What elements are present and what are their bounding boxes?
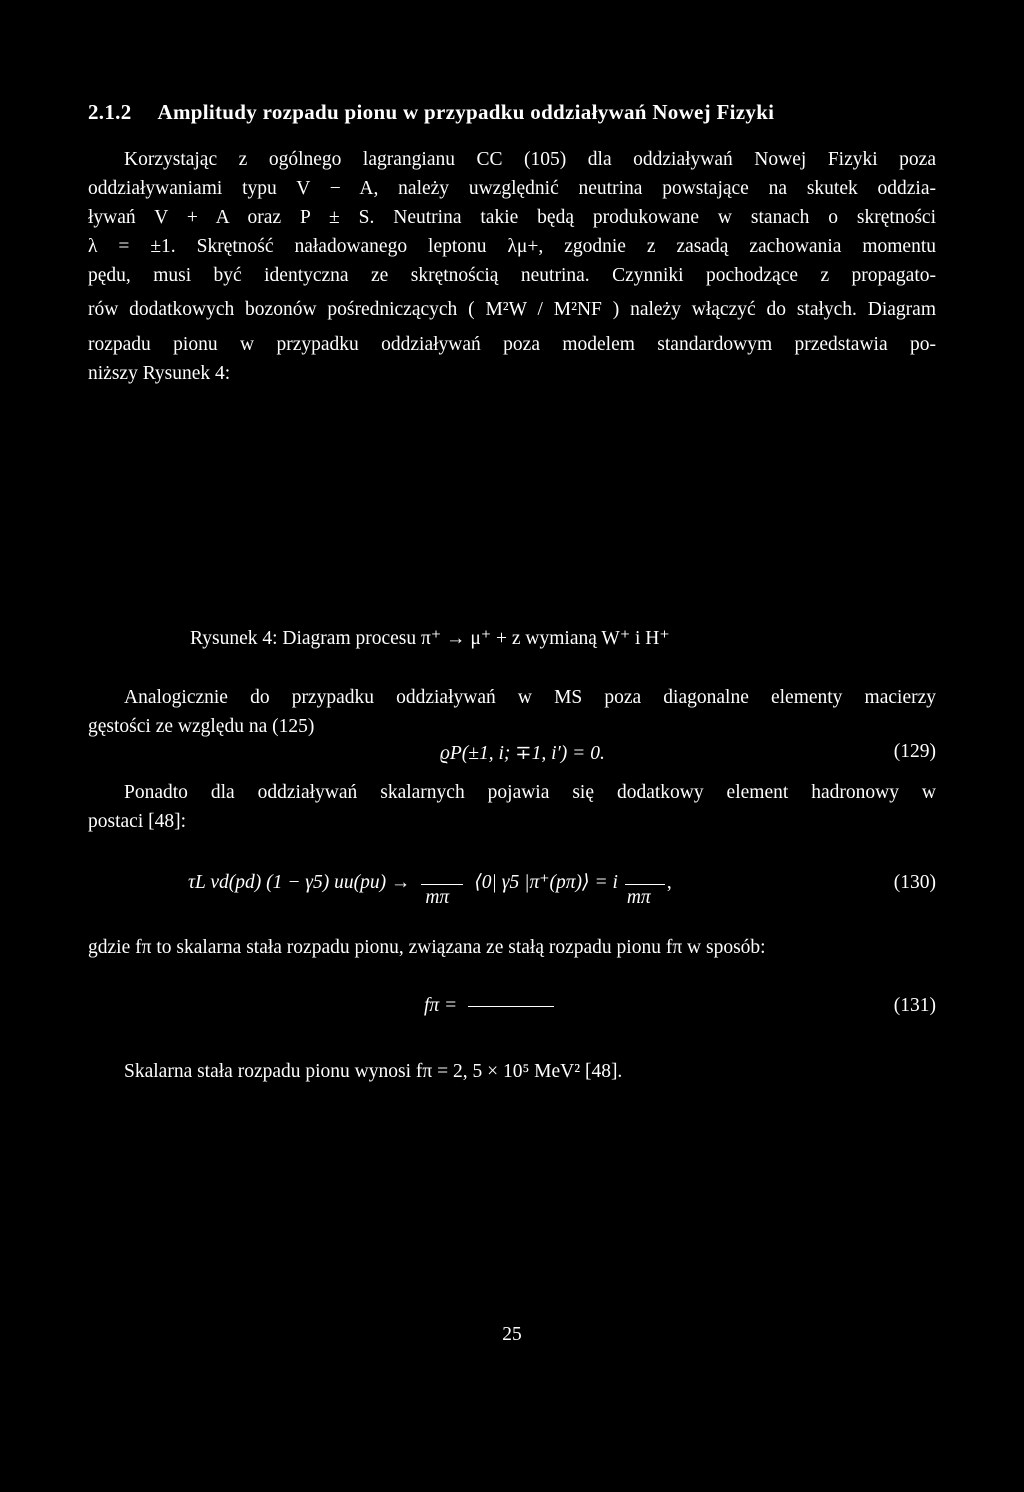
text-line: Skalarna stała rozpadu pionu wynosi fπ = 2, 5 × 10⁵ MeV² [48]. xyxy=(124,1061,623,1082)
fraction-1 xyxy=(421,873,463,908)
fraction-bar xyxy=(468,1006,554,1007)
figure-caption: Rysunek 4: Diagram procesu π⁺ → μ⁺ + z wymianą W⁺ i H⁺ xyxy=(190,628,670,649)
equation-129: ϱP(±1, i; ∓1, i′) = 0. xyxy=(440,743,605,764)
equation-131 xyxy=(424,995,554,1017)
text-line: rów dodatkowych bozonów pośredniczących ( M²W / M²NF ) należy włączyć do stałych. Diagram xyxy=(88,299,936,320)
equation-number-129: (129) xyxy=(893,741,936,762)
page-number: 25 xyxy=(502,1324,522,1345)
fraction-bar xyxy=(625,884,665,885)
text-line: niższy Rysunek 4: xyxy=(88,363,231,384)
fraction-denominator: mπ xyxy=(425,886,450,908)
equation-130-lhs: τL vd(pd) (1 − γ5) uu(pu) → xyxy=(188,872,411,893)
text-line: gęstości ze względu na (125) xyxy=(88,716,315,737)
text-line: oddziaływaniami typu V − A, należy uwzględnić neutrina powstające na skutek oddzia- xyxy=(88,178,936,199)
paragraph-density xyxy=(88,683,936,741)
text-line: Ponadto dla oddziaływań skalarnych pojawia się dodatkowy element hadronowy w xyxy=(124,782,936,803)
equation-130-braket: ⟨0| γ5 |π⁺(pπ)⟩ = i xyxy=(474,872,618,893)
paragraph-intro xyxy=(88,145,936,388)
section-heading xyxy=(88,100,968,125)
equation-131-lhs: fπ = xyxy=(424,995,458,1016)
text-line: ływań V + A oraz P ± S. Neutrina takie będą produkowane w stanach o skrętności xyxy=(88,207,936,228)
section-number: 2.1.2 xyxy=(88,100,132,124)
text-line: gdzie fπ to skalarna stała rozpadu pionu, związana ze stałą rozpadu pionu fπ w sposób: xyxy=(88,937,766,958)
paragraph-scalar xyxy=(88,778,936,836)
equation-130 xyxy=(188,870,672,908)
equation-130-comma: , xyxy=(666,872,672,893)
paragraph-definition xyxy=(88,933,936,962)
paragraph-value xyxy=(88,1057,936,1086)
equation-number-130: (130) xyxy=(893,872,936,893)
figure-area xyxy=(88,395,936,610)
fraction-bar xyxy=(421,884,463,885)
fraction-denominator: mπ xyxy=(626,886,651,908)
text-line: λ = ±1. Skrętność naładowanego leptonu λμ+, zgodnie z zasadą zachowania momentu xyxy=(88,236,936,257)
text-line: postaci [48]: xyxy=(88,811,187,832)
text-line: rozpadu pionu w przypadku oddziaływań poza modelem standardowym przedstawia po- xyxy=(88,334,936,355)
equation-number-131: (131) xyxy=(893,995,936,1016)
text-line: pędu, musi być identyczna ze skrętnością neutrina. Czynniki pochodzące z propagato- xyxy=(88,265,936,286)
fraction-2 xyxy=(625,873,665,908)
text-line: Analogicznie do przypadku oddziaływań w MS poza diagonalne elementy macierzy xyxy=(124,687,936,708)
section-title: Amplitudy rozpadu pionu w przypadku oddziaływań Nowej Fizyki xyxy=(157,100,775,124)
text-line: Korzystając z ogólnego lagrangianu CC (105) dla oddziaływań Nowej Fizyki poza xyxy=(124,149,936,170)
